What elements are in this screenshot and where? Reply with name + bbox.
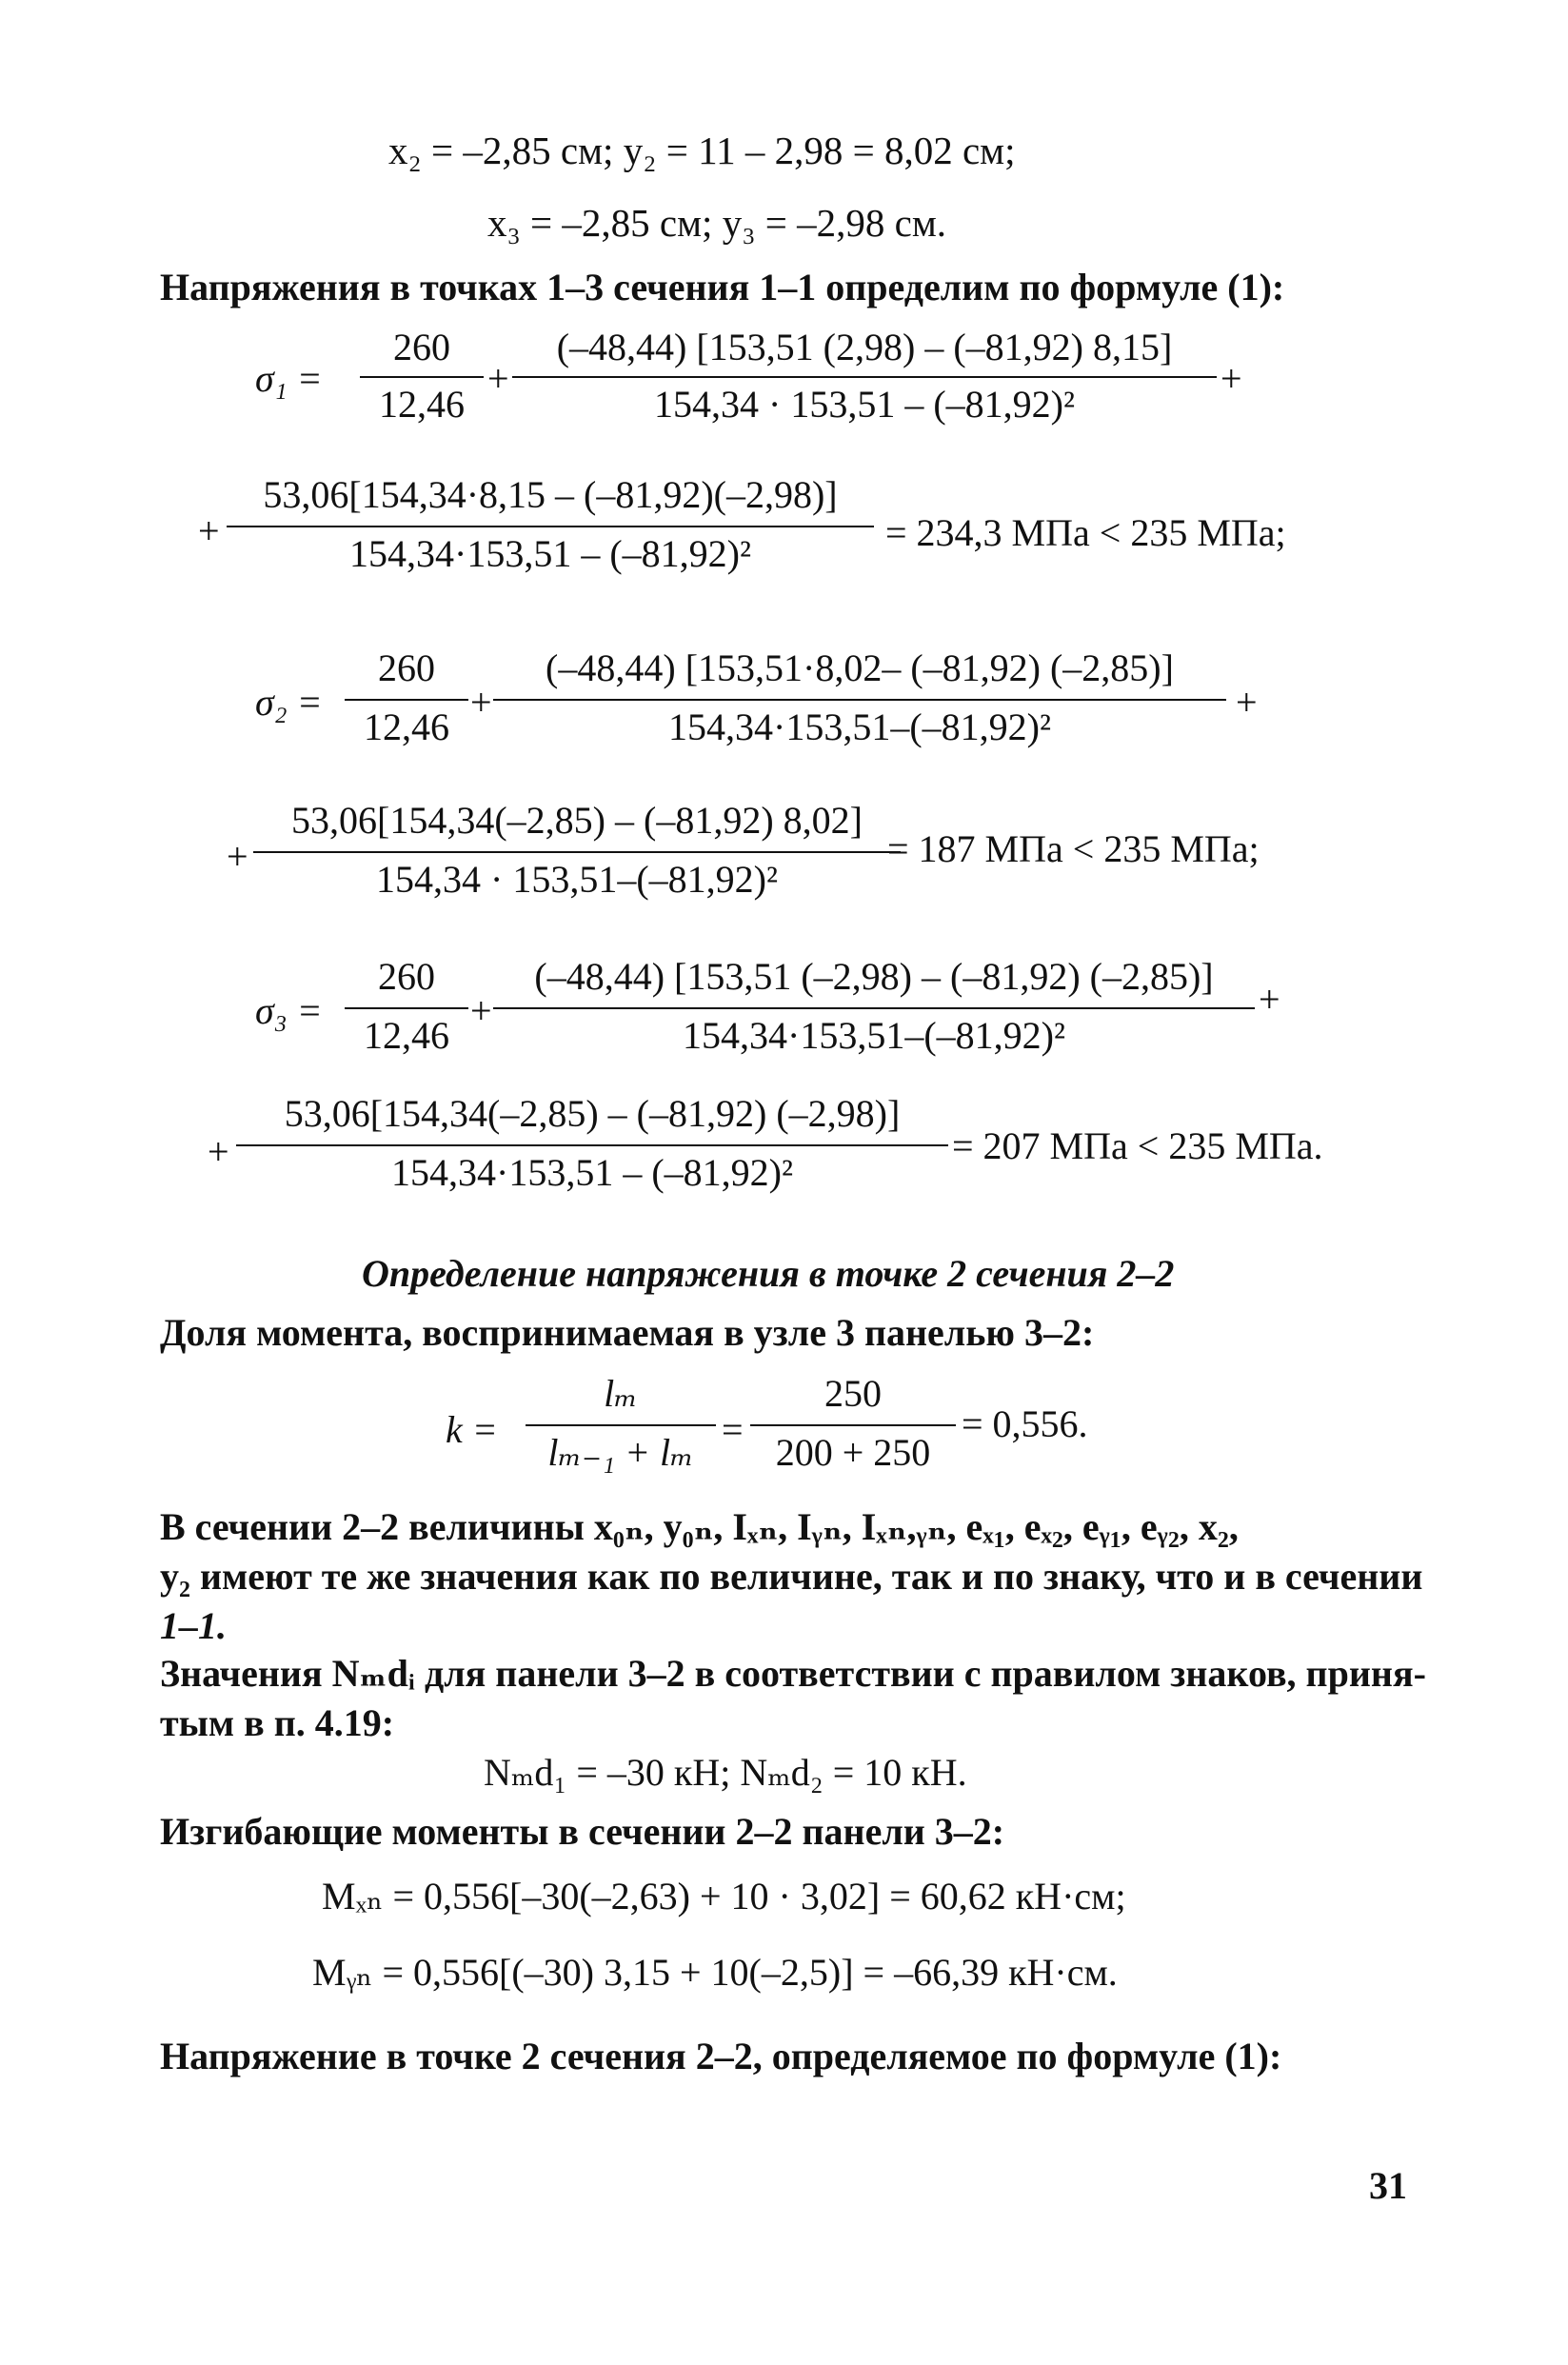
equals-sign: = <box>722 1408 744 1451</box>
fraction-denominator: 154,34·153,51 – (–81,92)² <box>391 1151 793 1194</box>
plus-sign: + <box>487 357 509 400</box>
plus-sign: + <box>1236 681 1258 724</box>
fraction-denominator: 154,34 · 153,51–(–81,92)² <box>376 858 778 901</box>
fraction-numerator: 260 <box>393 326 450 368</box>
sigma3-result: = 207 МПа < 235 МПа. <box>952 1124 1323 1167</box>
fraction-denominator: 154,34 · 153,51 – (–81,92)² <box>654 383 1075 426</box>
fraction-numerator: 53,06[154,34·8,15 – (–81,92)(–2,98)] <box>263 473 838 516</box>
nmd-paragraph-line-2: тым в п. 4.19: <box>160 1701 395 1744</box>
plus-sign: + <box>198 509 220 552</box>
stress-point2-paragraph: Напряжение в точке 2 сечения 2–2, определяемое по формуле (1): <box>160 2035 1282 2077</box>
fraction-bar <box>227 526 874 527</box>
plus-sign: + <box>470 989 492 1032</box>
plus-sign: + <box>227 835 248 878</box>
coord-line-2: x₂ = –2,85 см; y₂ = 11 – 2,98 = 8,02 см; <box>388 129 1016 172</box>
mxn-formula: Mₓₙ = 0,556[–30(–2,63) + 10 · 3,02] = 60,62 кН·см; <box>322 1875 1126 1918</box>
fraction-numerator: (–48,44) [153,51 (2,98) – (–81,92) 8,15] <box>556 326 1173 368</box>
fraction-numerator: 260 <box>378 646 435 689</box>
fraction-denominator: 154,34·153,51 – (–81,92)² <box>349 532 751 575</box>
intro-paragraph: Напряжения в точках 1–3 сечения 1–1 определим по формуле (1): <box>160 266 1285 308</box>
page-number: 31 <box>1369 2164 1407 2207</box>
fraction-denominator: lₘ₋₁ + lₘ <box>547 1431 694 1474</box>
fraction-bar <box>360 376 484 378</box>
fraction-numerator: 260 <box>378 955 435 998</box>
fraction-numerator: (–48,44) [153,51·8,02– (–81,92) (–2,85)] <box>546 646 1174 689</box>
fraction-denominator: 200 + 250 <box>775 1431 931 1474</box>
bending-moments-paragraph: Изгибающие моменты в сечении 2–2 панели 3–2: <box>160 1810 1005 1853</box>
myn-formula: Mᵧₙ = 0,556[(–30) 3,15 + 10(–2,5)] = –66,39 кН·см. <box>312 1951 1118 1994</box>
fraction-bar <box>512 376 1217 378</box>
fraction-denominator: 12,46 <box>364 1014 449 1057</box>
sigma3-label: σ₃ = <box>255 989 323 1032</box>
fraction-denominator: 154,34·153,51–(–81,92)² <box>668 706 1051 748</box>
sigma1-label: σ₁ = <box>255 357 323 400</box>
section-values-line-3: 1–1. <box>160 1604 227 1647</box>
nmd-values: Nₘd₁ = –30 кН; Nₘd₂ = 10 кН. <box>484 1751 967 1794</box>
plus-sign: + <box>470 681 492 724</box>
fraction-bar <box>493 699 1226 701</box>
fraction-denominator: 154,34·153,51–(–81,92)² <box>683 1014 1065 1057</box>
fraction-bar <box>236 1144 948 1146</box>
fraction-numerator: 53,06[154,34(–2,85) – (–81,92) 8,02] <box>291 799 863 842</box>
fraction-numerator: lₘ <box>604 1372 638 1415</box>
coord-line-3: x₃ = –2,85 см; y₃ = –2,98 см. <box>487 201 947 245</box>
k-result: = 0,556. <box>962 1402 1088 1445</box>
fraction-bar <box>526 1424 716 1426</box>
plus-sign: + <box>1221 357 1242 400</box>
fraction-bar <box>253 851 901 853</box>
fraction-numerator: (–48,44) [153,51 (–2,98) – (–81,92) (–2,85)] <box>534 955 1214 998</box>
k-label: k = <box>446 1408 498 1451</box>
section-values-line-2: y₂ имеют те же значения как по величине, так и по знаку, что и в сечении <box>160 1555 1423 1598</box>
plus-sign: + <box>208 1130 229 1173</box>
fraction-bar <box>493 1007 1255 1009</box>
fraction-numerator: 53,06[154,34(–2,85) – (–81,92) (–2,98)] <box>284 1092 901 1135</box>
fraction-bar <box>345 1007 468 1009</box>
nmd-paragraph-line-1: Значения Nₘdᵢ для панели 3–2 в соответствии с правилом знаков, приня- <box>160 1652 1426 1695</box>
section-heading: Определение напряжения в точке 2 сечения 2–2 <box>362 1252 1175 1295</box>
sigma1-result: = 234,3 МПа < 235 МПа; <box>885 511 1286 554</box>
plus-sign: + <box>1259 978 1280 1021</box>
fraction-numerator: 250 <box>824 1372 882 1415</box>
sigma2-label: σ₂ = <box>255 681 323 724</box>
fraction-bar <box>345 699 468 701</box>
fraction-denominator: 12,46 <box>379 383 465 426</box>
fraction-denominator: 12,46 <box>364 706 449 748</box>
fraction-bar <box>750 1424 956 1426</box>
sigma2-result: = 187 МПа < 235 МПа; <box>887 827 1260 870</box>
section-values-line-1: В сечении 2–2 величины x₀ₙ, y₀ₙ, Iₓₙ, Iᵧₙ, Iₓₙ,ᵧₙ, eₓ₁, eₓ₂, eᵧ₁, eᵧ₂, x₂, <box>160 1505 1239 1548</box>
moment-share-paragraph: Доля момента, воспринимаемая в узле 3 панелью 3–2: <box>160 1311 1095 1354</box>
